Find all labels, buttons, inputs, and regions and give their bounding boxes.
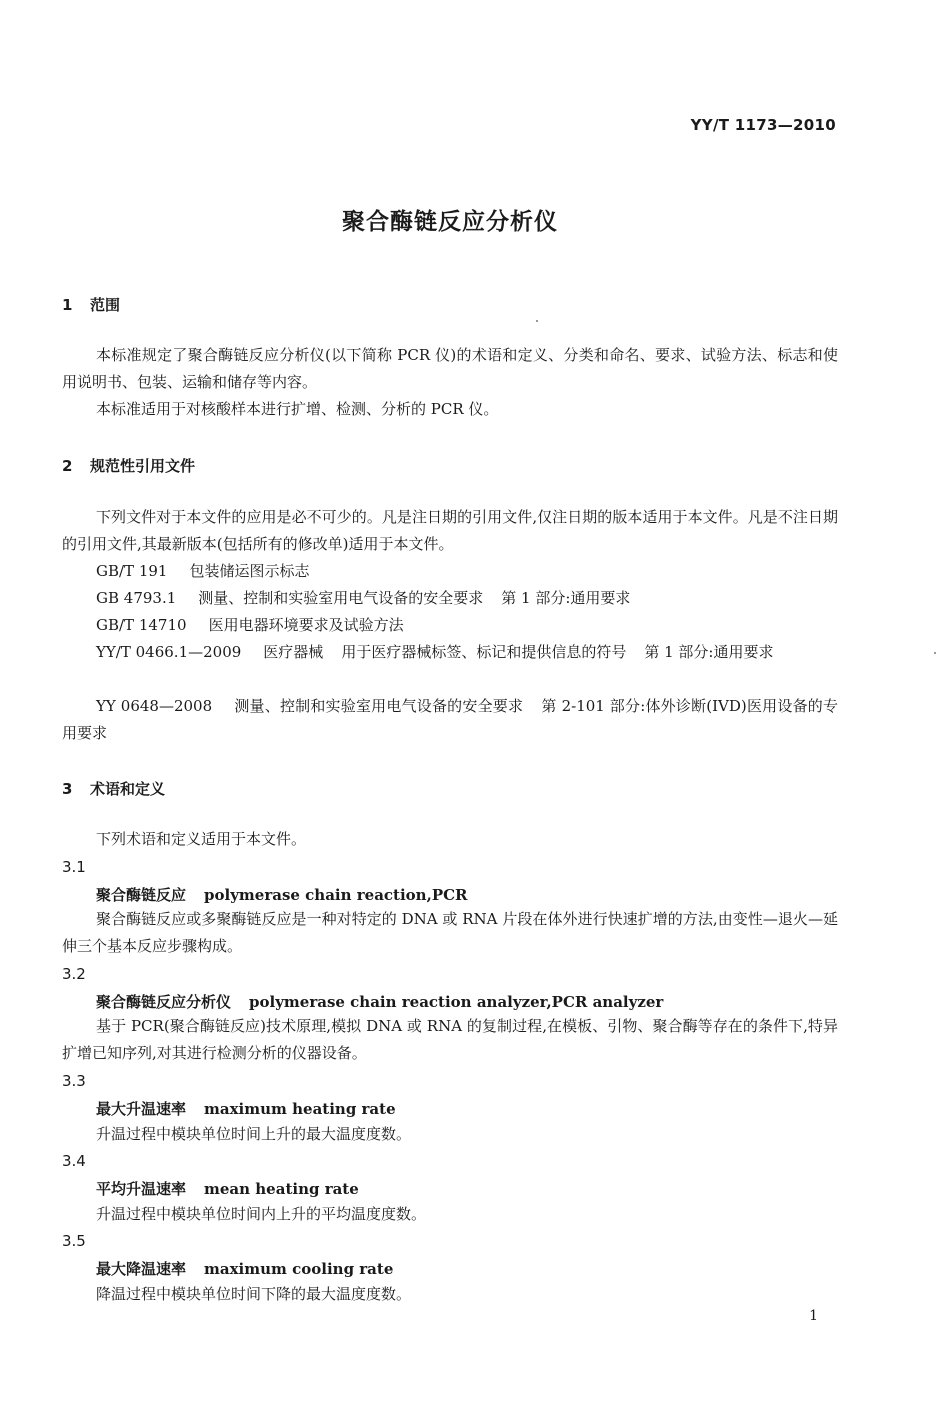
section-1-paragraph-2: 本标准适用于对核酸样本进行扩增、检测、分析的 PCR 仪。 — [96, 400, 499, 418]
reference-item — [62, 558, 838, 585]
standard-code: YY/T 1173—2010 — [690, 116, 836, 134]
section-2-intro: 下列文件对于本文件的应用是必不可少的。凡是注日期的引用文件,仅注日期的版本适用于本文件。凡是不注日期的引用文件,其最新版本(包括所有的修改单)适用于本文件。 — [62, 508, 838, 553]
term-definition: 降温过程中模块单位时间下降的最大温度度数。 — [96, 1285, 412, 1303]
section-3-intro: 下列术语和定义适用于本文件。 — [96, 830, 307, 848]
term-english: maximum heating rate — [204, 1100, 396, 1118]
term-english: polymerase chain reaction analyzer,PCR analyzer — [249, 993, 664, 1011]
page-number: 1 — [809, 1308, 818, 1324]
reference-code: GB 4793.1 — [96, 589, 177, 607]
term-definition: 升温过程中模块单位时间内上升的平均温度度数。 — [96, 1205, 427, 1223]
term-english: mean heating rate — [204, 1180, 359, 1198]
term-chinese: 聚合酶链反应分析仪 — [96, 993, 232, 1011]
term-heading — [96, 1178, 359, 1199]
section-number: 3 — [62, 780, 73, 798]
term-chinese: 平均升温速率 — [96, 1180, 187, 1198]
reference-code: YY 0648—2008 — [96, 697, 213, 715]
reference-part: 用于医疗器械标签、标记和提供信息的符号 — [341, 643, 627, 661]
term-chinese: 最大升温速率 — [96, 1100, 187, 1118]
term-english: polymerase chain reaction,PCR — [204, 886, 468, 904]
term-heading — [96, 991, 663, 1012]
term-number: 3.4 — [62, 1152, 86, 1170]
document-title: 聚合酶链反应分析仪 — [342, 209, 558, 235]
section-title: 规范性引用文件 — [90, 457, 196, 475]
reference-title: 测量、控制和实验室用电气设备的安全要求 — [234, 697, 524, 715]
term-english: maximum cooling rate — [204, 1260, 394, 1278]
section-1-paragraph-1: 本标准规定了聚合酶链反应分析仪(以下简称 PCR 仪)的术语和定义、分类和命名、要求、试验方法、标志和使用说明书、包装、运输和储存等内容。 — [62, 346, 838, 391]
section-title: 范围 — [90, 296, 121, 314]
term-heading — [96, 1098, 396, 1119]
term-number: 3.1 — [62, 858, 86, 876]
section-1-heading — [62, 294, 120, 315]
section-3-heading — [62, 778, 165, 799]
reference-item — [62, 639, 838, 666]
section-number: 1 — [62, 296, 73, 314]
term-chinese: 最大降温速率 — [96, 1260, 187, 1278]
reference-part: 第 2-101 部分:体外诊断(IVD)医用设备的专用要求 — [62, 697, 838, 742]
term-number: 3.5 — [62, 1232, 86, 1250]
reference-code: GB/T 14710 — [96, 616, 187, 634]
reference-part-2: 第 1 部分:通用要求 — [644, 643, 774, 661]
reference-title: 测量、控制和实验室用电气设备的安全要求 — [198, 589, 484, 607]
section-2-heading — [62, 455, 195, 476]
reference-code: YY/T 0466.1—2009 — [96, 643, 242, 661]
reference-code: GB/T 191 — [96, 562, 168, 580]
reference-title: 包装储运图示标志 — [189, 562, 310, 580]
term-chinese: 聚合酶链反应 — [96, 886, 187, 904]
reference-title: 医疗器械 — [263, 643, 324, 661]
reference-title: 医用电器环境要求及试验方法 — [208, 616, 404, 634]
term-definition: 升温过程中模块单位时间上升的最大温度度数。 — [96, 1125, 412, 1143]
reference-part: 第 1 部分:通用要求 — [501, 589, 631, 607]
section-number: 2 — [62, 457, 73, 475]
term-heading — [96, 1258, 393, 1279]
scan-speck — [934, 652, 936, 654]
term-definition: 基于 PCR(聚合酶链反应)技术原理,模拟 DNA 或 RNA 的复制过程,在模板、引物、聚合酶等存在的条件下,特异扩增已知序列,对其进行检测分析的仪器设备。 — [62, 1017, 838, 1062]
section-title: 术语和定义 — [90, 780, 166, 798]
term-number: 3.2 — [62, 965, 86, 983]
reference-item — [62, 612, 838, 639]
term-heading — [96, 884, 468, 905]
reference-item — [62, 585, 838, 612]
term-definition: 聚合酶链反应或多聚酶链反应是一种对特定的 DNA 或 RNA 片段在体外进行快速扩增的方法,由变性—退火—延伸三个基本反应步骤构成。 — [62, 910, 838, 955]
term-number: 3.3 — [62, 1072, 86, 1090]
scan-speck — [536, 320, 538, 322]
reference-item — [62, 693, 838, 747]
